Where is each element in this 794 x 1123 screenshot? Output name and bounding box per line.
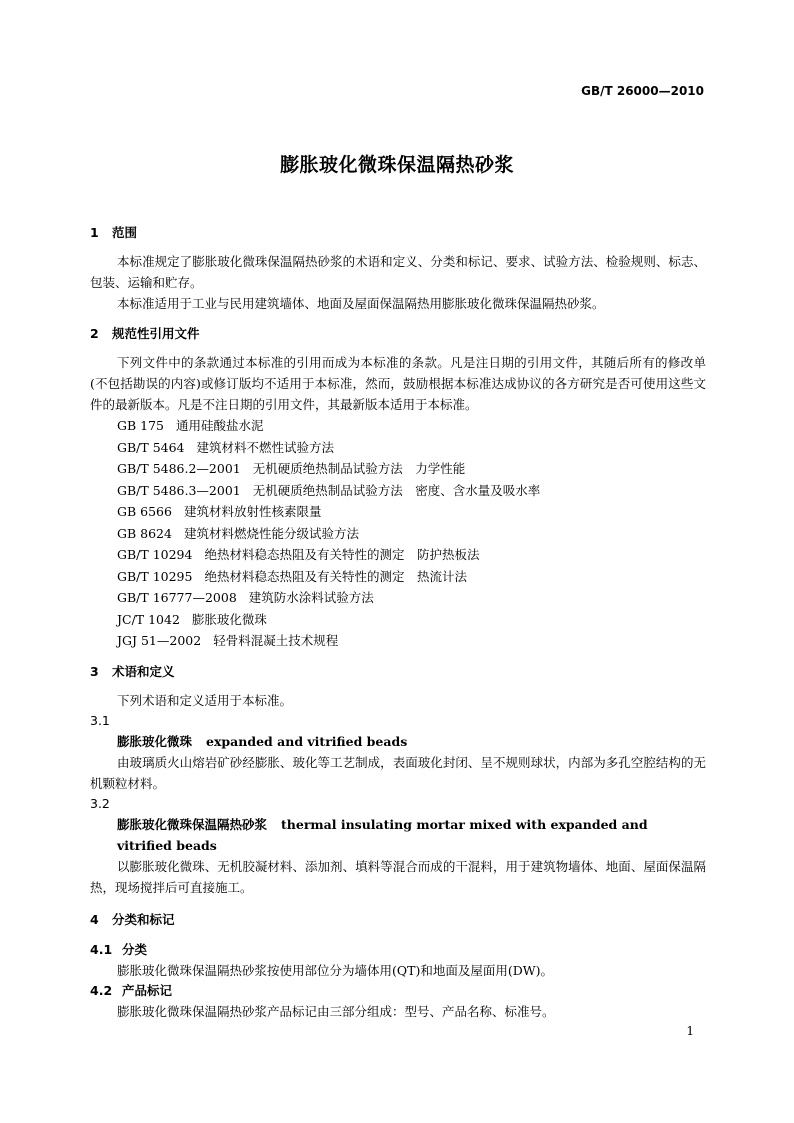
- reference-item: [90, 480, 706, 502]
- term-definition: 由玻璃质火山熔岩矿砂经膨胀、玻化等工艺制成，表面玻化封闭、呈不规则球状，内部为多孔空腔结构的无机颗粒材料。: [90, 754, 706, 791]
- paragraph: 本标准适用于工业与民用建筑墙体、地面及屋面保温隔热用膨胀玻化微珠保温隔热砂浆。: [117, 296, 605, 311]
- reference-title: 绝热材料稳态热阻及有关特性的测定 热流计法: [204, 568, 467, 584]
- page-number: 1: [686, 1024, 694, 1038]
- reference-title: 建筑材料燃烧性能分级试验方法: [183, 525, 359, 541]
- reference-item: [90, 501, 706, 523]
- reference-title: 建筑材料放射性核素限量: [183, 504, 322, 519]
- term-english: expanded and vitrified beads: [206, 733, 408, 749]
- subsection-number: 4.1: [90, 941, 113, 957]
- standard-number: GB/T 26000—2010: [581, 84, 704, 98]
- section-title: 分类和标记: [112, 911, 175, 927]
- term-number: 3.1: [90, 712, 110, 728]
- section-number: 4: [90, 911, 99, 927]
- document-body: [90, 223, 706, 1022]
- reference-title: 绝热材料稳态热阻及有关特性的测定 防护热板法: [204, 547, 480, 562]
- subsection-4-1-heading: [90, 940, 706, 960]
- section-title: 术语和定义: [112, 663, 175, 679]
- section-1-heading: [90, 223, 706, 243]
- paragraph: 膨胀玻化微珠保温隔热砂浆产品标记由三部分组成：型号、产品名称、标准号。: [117, 1003, 555, 1019]
- section-4-heading: [90, 910, 706, 930]
- section-number: 2: [90, 326, 99, 341]
- reference-code: JC/T 1042: [117, 611, 180, 627]
- term-english: thermal insulating mortar mixed with expanded and vitrified beads: [117, 816, 648, 853]
- reference-item: [90, 630, 706, 652]
- reference-code: GB/T 5464: [117, 439, 185, 455]
- reference-title: 无机硬质绝热制品试验方法 力学性能: [252, 461, 466, 476]
- paragraph: 本标准规定了膨胀玻化微珠保温隔热砂浆的术语和定义、分类和标记、要求、试验方法、检验规则、标志、包装、运输和贮存。: [90, 254, 706, 290]
- reference-code: GB 175: [117, 418, 165, 433]
- reference-code: GB 6566: [117, 504, 172, 519]
- section-3-heading: [90, 662, 706, 682]
- reference-title: 膨胀玻化微珠: [191, 611, 267, 627]
- reference-item: [90, 523, 706, 545]
- section-2-heading: [90, 324, 706, 344]
- term-chinese: 膨胀玻化微珠: [117, 733, 193, 749]
- reference-item: [90, 544, 706, 566]
- term-heading: [90, 814, 706, 856]
- section-title: 规范性引用文件: [112, 326, 200, 341]
- section-number: 1: [90, 225, 99, 240]
- reference-code: GB/T 10295: [117, 568, 193, 584]
- reference-title: 轻骨料混凝土技术规程: [213, 633, 339, 648]
- paragraph: 下列文件中的条款通过本标准的引用而成为本标准的条款。凡是注日期的引用文件，其随后所有的修改单(不包括勘误的内容)或修订版均不适用于本标准，然而，鼓励根据本标准达成协议的各方研究是否可使用这些文件的最新版本。凡是不注日期的引用文件，其最新版本适用于本标准。: [90, 355, 706, 412]
- term-chinese: 膨胀玻化微珠保温隔热砂浆: [117, 816, 268, 832]
- reference-item: [90, 415, 706, 437]
- reference-code: GB/T 16777—2008: [117, 590, 237, 605]
- document-title: 膨胀玻化微珠保温隔热砂浆: [279, 154, 514, 176]
- reference-code: GB 8624: [117, 525, 172, 541]
- reference-title: 建筑材料不燃性试验方法: [196, 439, 335, 455]
- reference-title: 建筑防水涂料试验方法: [248, 590, 374, 605]
- subsection-title: 分类: [122, 941, 148, 957]
- term-definition: 以膨胀玻化微珠、无机胶凝材料、添加剂、填料等混合而成的干混料，用于建筑物墙体、地面、屋面保温隔热，现场搅拌后可直接施工。: [90, 858, 706, 895]
- reference-code: GB/T 10294: [117, 547, 193, 562]
- reference-item: [90, 437, 706, 459]
- subsection-number: 4.2: [90, 982, 113, 998]
- normative-references-list: [90, 415, 706, 652]
- term-heading: [90, 731, 706, 752]
- term-number: 3.2: [90, 795, 110, 811]
- reference-code: GB/T 5486.2—2001: [117, 461, 241, 476]
- reference-title: 无机硬质绝热制品试验方法 密度、含水量及吸水率: [252, 482, 541, 498]
- subsection-title: 产品标记: [122, 982, 173, 998]
- paragraph: 下列术语和定义适用于本标准。: [117, 692, 293, 708]
- reference-code: GB/T 5486.3—2001: [117, 482, 241, 498]
- reference-item: [90, 587, 706, 609]
- reference-item: [90, 609, 706, 631]
- section-title: 范围: [112, 225, 138, 240]
- reference-item: [90, 566, 706, 588]
- reference-item: [90, 458, 706, 480]
- section-number: 3: [90, 663, 99, 679]
- reference-title: 通用硅酸盐水泥: [176, 418, 264, 433]
- subsection-4-2-heading: [90, 981, 706, 1001]
- reference-code: JGJ 51—2002: [117, 633, 202, 648]
- paragraph: 膨胀玻化微珠保温隔热砂浆按使用部位分为墙体用(QT)和地面及屋面用(DW)。: [117, 962, 553, 978]
